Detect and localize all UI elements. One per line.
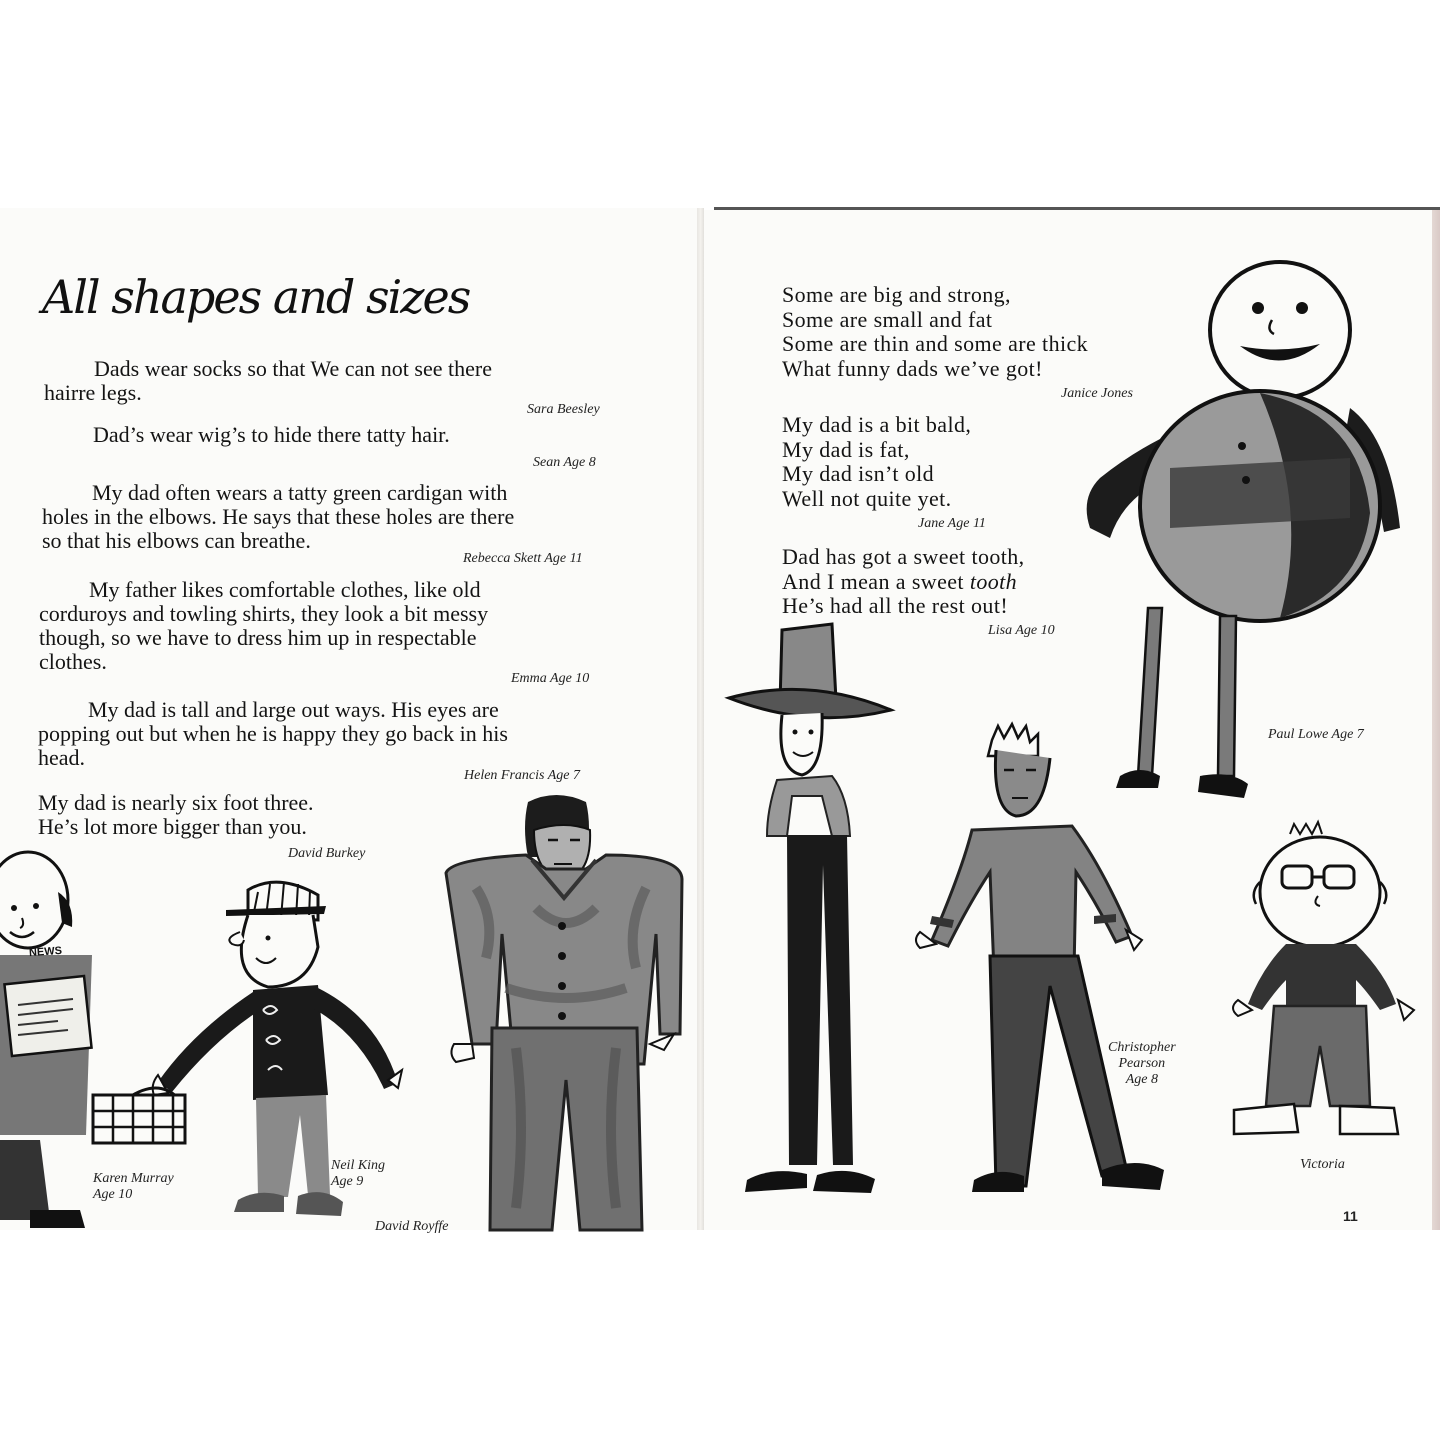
drawing-thin-man-with-hat xyxy=(727,620,897,1220)
verse-line: Some are small and fat xyxy=(782,306,993,332)
credit-victoria: Victoria xyxy=(1300,1157,1345,1172)
verse-line: Dad has got a sweet tooth, xyxy=(782,544,1025,569)
entry-line: My dad is nearly six foot three. xyxy=(38,790,314,815)
entry-line: My father likes comfortable clothes, like old xyxy=(89,577,481,602)
book-edge xyxy=(1432,210,1440,1230)
verse-line: And I mean a sweet tooth xyxy=(782,568,1018,594)
entry-line: head. xyxy=(38,745,86,770)
entry-line: Dads wear socks so that We can not see there xyxy=(94,356,492,381)
emphasis-word: tooth xyxy=(969,568,1018,594)
credit-sean: Sean Age 8 xyxy=(533,455,596,470)
verse-line: My dad isn’t old xyxy=(782,461,935,486)
entry-helen xyxy=(38,698,508,770)
entry-david xyxy=(38,791,314,839)
credit-david-royffe: David Royffe xyxy=(375,1219,449,1234)
newspaper-text: NEWS xyxy=(28,944,63,960)
entry-line: though, so we have to dress him up in respectable xyxy=(39,625,477,650)
credit-line: Christopher xyxy=(1108,1040,1176,1055)
page-edge xyxy=(714,207,1440,210)
entry-rebecca xyxy=(42,481,514,553)
page-title: All shapes and sizes xyxy=(42,270,470,324)
credit-line: Pearson xyxy=(1118,1056,1166,1071)
entry-line: My dad is tall and large out ways. His eyes are xyxy=(88,697,499,722)
verse-jane xyxy=(782,413,971,511)
entry-line: so that his elbows can breathe. xyxy=(42,528,311,553)
credit-rebecca: Rebecca Skett Age 11 xyxy=(463,551,583,566)
entry-line: hairre legs. xyxy=(44,380,142,405)
entry-sean xyxy=(43,423,450,447)
verse-line: Some are big and strong, xyxy=(782,282,1011,307)
verse-janice xyxy=(782,283,1088,381)
credit-line: Neil King xyxy=(331,1158,386,1173)
entry-line: popping out but when he is happy they go back in his xyxy=(38,721,508,746)
entry-line: holes in the elbows. He says that these holes are there xyxy=(42,504,515,529)
credit-line: Karen Murray xyxy=(93,1171,174,1186)
credit-christopher xyxy=(1108,1040,1176,1088)
entry-line: He’s lot more bigger than you. xyxy=(38,814,307,839)
book-gutter xyxy=(697,208,704,1230)
credit-line: Age 10 xyxy=(93,1187,133,1202)
drawing-man-with-glasses xyxy=(1230,822,1420,1147)
page-number: 11 xyxy=(1343,1208,1358,1224)
credit-line: Age 9 xyxy=(331,1174,364,1189)
credit-sara: Sara Beesley xyxy=(527,402,600,417)
credit-emma: Emma Age 10 xyxy=(511,671,590,686)
entry-sara xyxy=(44,357,492,405)
credit-paul: Paul Lowe Age 7 xyxy=(1268,727,1364,742)
credit-helen: Helen Francis Age 7 xyxy=(464,768,580,783)
credit-lisa: Lisa Age 10 xyxy=(988,623,1055,638)
drawing-man-spiky-hair xyxy=(912,720,1182,1205)
credit-janice: Janice Jones xyxy=(1061,386,1133,401)
verse-line: He’s had all the rest out! xyxy=(782,593,1009,618)
verse-line: Some are thin and some are thick xyxy=(782,331,1089,356)
credit-jane: Jane Age 11 xyxy=(918,516,986,531)
drawing-man-in-suit xyxy=(436,788,696,1230)
verse-line: My dad is a bit bald, xyxy=(782,412,972,437)
entry-line: Dad’s wear wig’s to hide there tatty hair. xyxy=(93,422,450,447)
verse-line: What funny dads we’ve got! xyxy=(782,355,1043,381)
verse-line: Well not quite yet. xyxy=(782,485,952,511)
credit-line: Age 8 xyxy=(1125,1072,1158,1087)
credit-neil xyxy=(331,1158,385,1190)
entry-line: My dad often wears a tatty green cardigan with xyxy=(92,480,508,505)
entry-line: clothes. xyxy=(39,649,107,674)
entry-line: corduroys and towling shirts, they look a bit messy xyxy=(39,601,489,626)
verse-line: My dad is fat, xyxy=(782,436,910,462)
verse-lisa xyxy=(782,545,1025,619)
entry-emma xyxy=(39,578,488,674)
credit-david: David Burkey xyxy=(288,846,366,861)
